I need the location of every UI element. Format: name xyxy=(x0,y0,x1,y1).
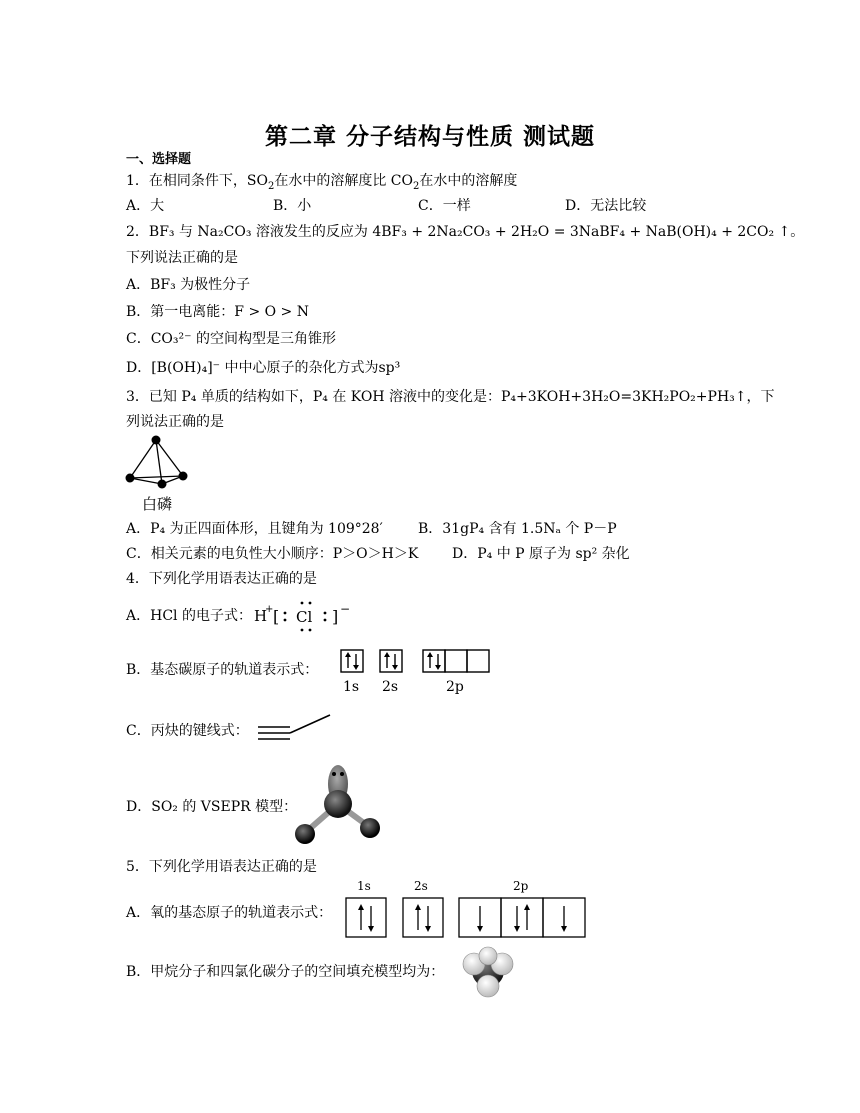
q3-option-d: D．P₄ 中 P 原子为 sp² 杂化 xyxy=(452,546,630,562)
q2-stem2: 下列说法正确的是 xyxy=(126,250,238,266)
q1-stem-part1: 1．在相同条件下，SO xyxy=(126,173,268,189)
propyne-skeletal-formula xyxy=(256,712,336,744)
page-title: 第二章 分子结构与性质 测试题 xyxy=(264,124,595,150)
section-heading: 一、选择题 xyxy=(126,152,192,167)
q2-number: 2． xyxy=(126,224,149,240)
white-phosphorus-label: 白磷 xyxy=(142,495,173,513)
svg-text:[: [ xyxy=(273,607,280,626)
so2-vsepr-model xyxy=(290,762,390,852)
svg-text:−: − xyxy=(340,602,351,616)
q2-option-a: A．BF₃ 为极性分子 xyxy=(126,277,251,293)
carbon-orbital-diagram xyxy=(336,648,496,696)
q4-stem: 4．下列化学用语表达正确的是 xyxy=(126,571,317,587)
q3-option-c: C．相关元素的电负性大小顺序：P＞O＞H＞K xyxy=(126,546,419,562)
q5-option-b: B．甲烷分子和四氯化碳分子的空间填充模型均为： xyxy=(126,964,445,980)
q4-option-a: A．HCl 的电子式： xyxy=(126,608,252,624)
o-orbital-label-2p: 2p xyxy=(513,879,529,893)
o-orbital-label-1s: 1s xyxy=(357,879,371,893)
q2-stem xyxy=(126,222,804,242)
q2-option-c: C．CO₃²⁻ 的空间构型是三角锥形 xyxy=(126,331,336,347)
q1-stem: 1．在相同条件下，$SO_2$在水中的溶解度比 $CO_2$在水中的溶解度 xyxy=(126,173,518,192)
o-orbital-label-2s: 2s xyxy=(414,879,428,893)
orbital-label-1s: 1s xyxy=(343,679,360,695)
q3-option-a: A．P₄ 为正四面体形，且键角为 109°28′ xyxy=(126,521,383,537)
hcl-cl-symbol: Cl xyxy=(296,608,313,626)
q1-option-c: C．一样 xyxy=(418,198,471,214)
methane-space-filling-model xyxy=(460,944,516,998)
svg-text:+: + xyxy=(265,604,274,615)
q1-stem-part3: 在水中的溶解度 xyxy=(419,173,518,189)
q4-option-b: B．基态碳原子的轨道表示式： xyxy=(126,662,319,678)
q3-option-b: B．31gP₄ 含有 1.5Nₐ 个 P－P xyxy=(418,521,617,537)
q1-option-a: A．大 xyxy=(126,198,165,214)
oxygen-orbital-diagram xyxy=(340,876,590,942)
q1-option-d: D．无法比较 xyxy=(565,198,647,214)
q5-stem: 5．下列化学用语表达正确的是 xyxy=(126,859,317,875)
q2-option-d: D．[B(OH)₄]⁻ 中中心原子的杂化方式为sp³ xyxy=(126,360,401,376)
hcl-electron-formula xyxy=(252,596,362,636)
orbital-label-2s: 2s xyxy=(382,679,399,695)
q3-stem2: 列说法正确的是 xyxy=(126,414,224,430)
q5-option-a: A．氧的基态原子的轨道表示式： xyxy=(126,905,333,921)
hcl-h-symbol: H xyxy=(254,607,268,625)
svg-text:]: ] xyxy=(332,607,339,626)
q3-stem: 3．已知 P₄ 单质的结构如下，P₄ 在 KOH 溶液中的变化是：P₄+3KOH+3H₂O=3KH₂PO₂+PH₃↑，下 xyxy=(126,389,775,405)
q4-option-d: D．SO₂ 的 VSEPR 模型： xyxy=(126,799,298,815)
q2-reaction: BF₃ 与 Na₂CO₃ 溶液发生的反应为 4BF₃ + 2Na₂CO₃ + 2H₂O = 3NaBF₄ + NaB(OH)₄ + 2CO₂ ↑。 xyxy=(148,224,805,240)
q4-option-c: C．丙炔的键线式： xyxy=(126,723,249,739)
orbital-label-2p: 2p xyxy=(446,679,464,695)
q1-option-b: B．小 xyxy=(273,198,312,214)
q2-option-b: B．第一电离能：F > O > N xyxy=(126,304,309,320)
q1-stem-part2: 在水中的溶解度比 CO xyxy=(274,173,413,189)
